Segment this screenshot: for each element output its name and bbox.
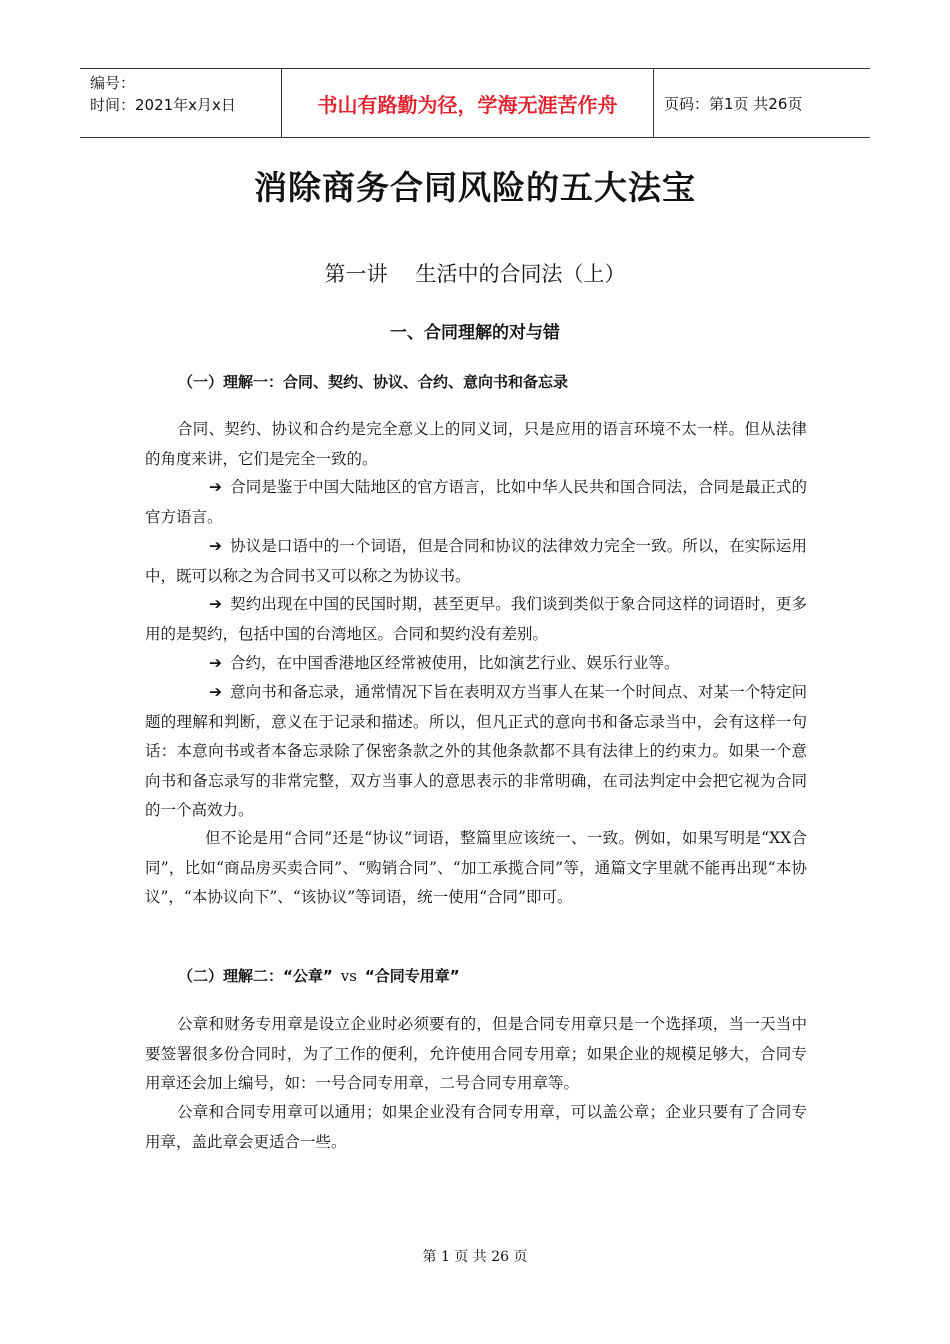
bullet-item: ➔ 意向书和备忘录，通常情况下旨在表明双方当事人在某一个时间点、对某一个特定问题的理解和判断，意义在于记录和描述。所以，但凡正式的意向书和备忘录当中，会有这样一句话：本意向书或者本备忘录除了保密条款之外的其他条款都不具有法律上的约束力。如果一个意向书和备忘录写的非常完整，双方当事人的意思表示的非常明确，在司法判定中会把它视为合同的一个高效力。 <box>145 678 807 826</box>
arrow-right-icon: ➔ <box>209 595 222 613</box>
bullet-item: ➔ 协议是口语中的一个词语，但是合同和协议的法律效力完全一致。所以，在实际运用中，既可以称之为合同书又可以称之为协议书。 <box>145 532 807 591</box>
paragraph: 合同、契约、协议和合约是完全意义上的同义词，只是应用的语言环境不太一样。但从法律的角度来讲，它们是完全一致的。 <box>145 420 807 468</box>
lecture-title <box>0 258 950 288</box>
bullet-item: ➔ 契约出现在中国的民国时期，甚至更早。我们谈到类似于象合同这样的词语时，更多用的是契约，包括中国的台湾地区。合同和契约没有差别。 <box>145 590 807 649</box>
arrow-right-icon: ➔ <box>209 683 222 701</box>
section-heading: 一、合同理解的对与错 <box>390 323 560 343</box>
paragraph: 公章和合同专用章可以通用；如果企业没有合同专用章，可以盖公章；企业只要有了合同专用章，盖此章会更适合一些。 <box>145 1103 807 1151</box>
header-meta <box>80 69 282 137</box>
page-footer: 第 1 页 共 26 页 <box>422 1249 528 1265</box>
time-label: 时间：2021年x月x日 <box>90 96 236 114</box>
subsection-heading-1: （一）理解一：合同、契约、协议、合约、意向书和备忘录 <box>178 373 569 391</box>
subsection-heading-2: （二）理解二：“公章” vs “合同专用章” <box>178 967 460 985</box>
code-label: 编号： <box>90 74 136 92</box>
arrow-right-icon: ➔ <box>209 478 222 496</box>
bullet-item: ➔ 合约，在中国香港地区经常被使用，比如演艺行业、娱乐行业等。 <box>145 649 807 679</box>
paragraph: 但不论是用“合同”还是“协议”词语，整篇里应该统一、一致。例如，如果写明是“XX合同”，比如“商品房买卖合同”、“购销合同”、“加工承揽合同”等，通篇文字里就不能再出现“本协议”，“本协议向下”、“该协议”等词语，统一使用“合同”即可。 <box>145 829 807 906</box>
arrow-right-icon: ➔ <box>209 537 222 555</box>
document-title: 消除商务合同风险的五大法宝 <box>254 168 696 207</box>
arrow-right-icon: ➔ <box>209 654 222 672</box>
lecture-number: 第一讲 <box>324 262 388 286</box>
lecture-name: 生活中的合同法（上） <box>415 262 626 286</box>
document-header <box>80 68 870 138</box>
bullet-item: ➔ 合同是鉴于中国大陆地区的官方语言，比如中华人民共和国合同法，合同是最正式的官方语言。 <box>145 473 807 532</box>
header-page-info: 页码：第1页 共26页 <box>664 94 803 113</box>
paragraph: 公章和财务专用章是设立企业时必须要有的，但是合同专用章只是一个选择项，当一天当中要签署很多份合同时，为了工作的便利，允许使用合同专用章；如果企业的规模足够大，合同专用章还会加上编号，如：一号合同专用章，二号合同专用章等。 <box>145 1015 807 1092</box>
header-motto: 书山有路勤为径，学海无涯苦作舟 <box>282 69 654 137</box>
